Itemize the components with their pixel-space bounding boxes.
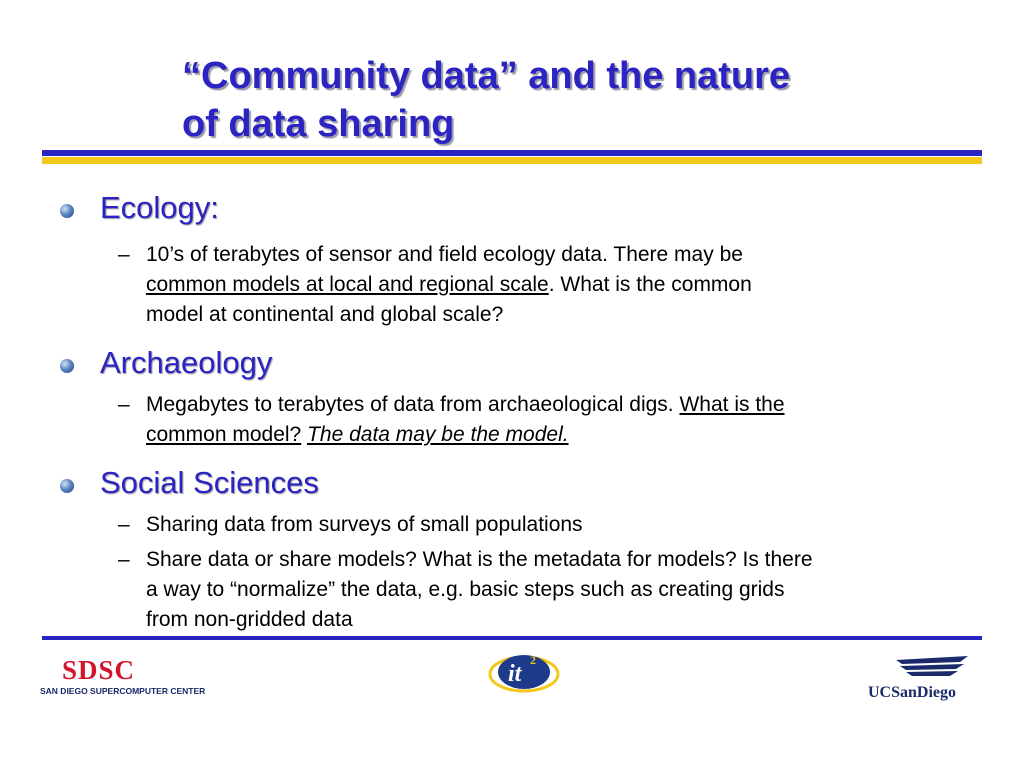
dash-marker: – (118, 513, 130, 536)
slide-title-line-1: “Community data” and the nature (182, 55, 791, 97)
svg-text:it: it (508, 661, 522, 687)
footer-divider (42, 636, 982, 640)
text-run: a way to “normalize” the data, e.g. basic steps such as creating grids (146, 578, 785, 601)
sub-item-line (146, 300, 966, 330)
text-run: What is the (679, 393, 785, 416)
sub-item-line (146, 390, 966, 420)
ucsd-logo: UCSanDiego (868, 652, 988, 702)
dash-marker: – (118, 548, 130, 571)
text-run: from non-gridded data (146, 608, 353, 631)
sub-item-line (146, 575, 966, 605)
dash-marker: – (118, 393, 130, 416)
section-heading: Social Sciences (100, 465, 319, 500)
sub-item-line (146, 240, 966, 270)
sdsc-logo: SDSC SAN DIEGO SUPERCOMPUTER CENTER (40, 655, 206, 696)
sub-item-line (146, 270, 966, 300)
it2-logo (486, 648, 564, 696)
text-run: 10’s of terabytes of sensor and field ecology data. There may be (146, 243, 743, 266)
slide-title (182, 52, 982, 148)
text-run: Megabytes to terabytes of data from archaeological digs. (146, 393, 680, 416)
bullet-icon (60, 479, 74, 493)
dash-marker: – (118, 243, 130, 266)
text-run: common models at local and regional scale (146, 273, 549, 296)
section-heading: Ecology: (100, 190, 219, 225)
sub-item-line (146, 605, 966, 635)
text-run: . What is the common (548, 273, 752, 296)
svg-text:2: 2 (530, 653, 536, 667)
text-run: Share data or share models? What is the metadata for models? Is there (146, 548, 813, 571)
text-run: The data may be the model. (307, 423, 569, 446)
bullet-icon (60, 359, 74, 373)
sub-item-line (146, 545, 966, 575)
slide-title-line-2: of data sharing (182, 103, 455, 145)
bullet-icon (60, 204, 74, 218)
title-divider (42, 150, 982, 166)
sub-item-line (146, 420, 966, 450)
sub-item-line (146, 510, 966, 540)
text-run: common model? (146, 423, 302, 446)
section-heading: Archaeology (100, 345, 273, 380)
text-run: Sharing data from surveys of small populations (146, 513, 583, 536)
text-run: model at continental and global scale? (146, 303, 504, 326)
